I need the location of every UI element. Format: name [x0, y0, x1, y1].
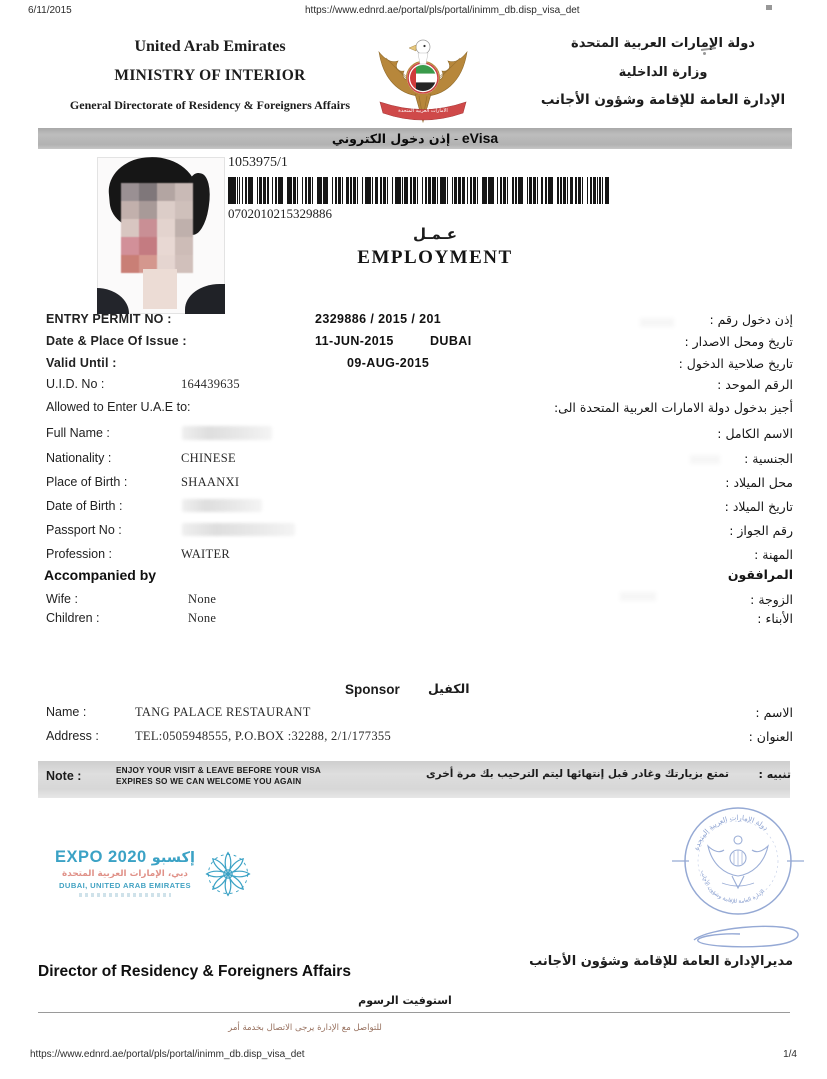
field-label-ar: رقم الجواز : [729, 523, 793, 538]
country-name-ar: دولة الإمارات العربية المتحدة [571, 36, 755, 51]
scan-ghost [640, 318, 674, 327]
expo-subtitle-en: DUBAI, UNITED ARAB EMIRATES [59, 881, 191, 890]
expo-faint-line [79, 893, 171, 897]
field-value: None [188, 592, 217, 606]
field-label-ar: العنوان : [748, 729, 793, 744]
expo-2020-logo [52, 848, 198, 897]
barcode-number: 0702010215329886 [228, 206, 332, 221]
print-footer-url: https://www.ednrd.ae/portal/pls/portal/inimm_db.disp_visa_det [30, 1049, 305, 1060]
field-value: 09-AUG-2015 [347, 356, 430, 370]
field-row-uid [0, 377, 827, 397]
photo-pixelated-face [121, 183, 193, 273]
field-label-en: Date of Birth : [46, 499, 123, 513]
letterhead-arabic [533, 36, 793, 108]
expo-rosette-icon [200, 846, 256, 902]
expo-subtitle-ar: دبي، الإمارات العربية المتحدة [62, 869, 188, 879]
note-text-ar: تمتع بزيارتك وغادر قبل إنتهائها ليتم الترحيب بك مرة أخرى [426, 768, 729, 780]
field-label-ar: الاسم الكامل : [717, 426, 793, 441]
stamp-falcon [708, 836, 768, 888]
ministry-name-ar: وزارة الداخلية [618, 65, 708, 80]
field-label-ar: أجيز بدخول دولة الامارات العربية المتحدة الى: [553, 400, 793, 415]
barcode [228, 177, 609, 204]
field-value: 2329886 / 2015 / 201 [315, 312, 442, 326]
uae-falcon-emblem-icon [368, 34, 478, 129]
applicant-photo [97, 157, 225, 314]
field-label-en: Date & Place Of Issue : [46, 334, 187, 348]
sponsor-title-ar: الكفيل [428, 681, 470, 696]
field-row-valid-until [0, 356, 827, 376]
field-label-ar: الزوجة : [750, 592, 793, 607]
note-text-en-line1: ENJOY YOUR VISIT & LEAVE BEFORE YOUR VISA [116, 766, 322, 775]
print-url: https://www.ednrd.ae/portal/pls/portal/inimm_db.disp_visa_det [305, 5, 580, 16]
accompanied-title-ar: المرافقون [727, 567, 793, 582]
field-value: TEL:0505948555, P.O.BOX :32288, 2/1/177355 [135, 729, 392, 743]
directorate-name-en: General Directorate of Residency & Foreigners Affairs [69, 98, 351, 112]
evisa-banner-separator: - [453, 131, 459, 146]
print-footer-page: 1/4 [783, 1049, 797, 1060]
evisa-banner [38, 128, 792, 149]
field-row-birth-date [0, 499, 827, 519]
footer-divider [38, 1012, 790, 1013]
field-label-ar: المهنة : [754, 547, 793, 562]
field-row-birth-place [0, 475, 827, 495]
field-label-en: Address : [46, 729, 99, 743]
field-label-ar: محل الميلاد : [725, 475, 793, 490]
print-date: 6/11/2015 [28, 5, 72, 16]
evisa-banner-arabic: إذن دخول الكتروني [331, 131, 451, 146]
field-label-en: Wife : [46, 592, 78, 606]
field-label-en: Valid Until : [46, 356, 117, 370]
official-stamp [652, 788, 827, 938]
field-label-ar: تاريخ صلاحية الدخول : [678, 356, 793, 371]
field-label-en: Allowed to Enter U.A.E to: [46, 400, 191, 414]
field-row-issue [0, 334, 827, 354]
stamp-arc-text-top: دولة الإمارات العربية المتحدة [692, 813, 770, 852]
photo-neck [143, 269, 177, 309]
field-label-ar: الجنسية : [744, 451, 793, 466]
directorate-name-ar: الإدارة العامة للإقامة وشؤون الأجانب [540, 92, 786, 108]
note-label-en: Note : [46, 769, 82, 783]
field-label-en: Place of Birth : [46, 475, 128, 489]
field-value: 164439635 [181, 377, 240, 391]
expo-title-en: EXPO 2020 [55, 848, 147, 866]
field-label-ar: الرقم الموحد : [717, 377, 793, 392]
field-value: None [188, 611, 217, 625]
signature-scribble [688, 920, 806, 956]
director-title-en: Director of Residency & Foreigners Affairs [38, 963, 351, 980]
redacted-value [182, 523, 295, 536]
field-value-date: 11-JUN-2015 [315, 334, 394, 348]
scan-ghost [690, 455, 720, 464]
emblem-scroll-text: الامارات العربية المتحدة [398, 108, 448, 114]
country-name-en: United Arab Emirates [134, 38, 286, 55]
visa-type-arabic: عـمـل [413, 225, 457, 243]
uae-flag [410, 65, 436, 91]
field-value: CHINESE [181, 451, 236, 465]
field-label-en: Full Name : [46, 426, 110, 440]
letterhead-english [60, 38, 360, 113]
visa-type-english: EMPLOYMENT [357, 247, 513, 268]
field-value: TANG PALACE RESTAURANT [135, 705, 311, 719]
sponsor-title-en: Sponsor [345, 682, 400, 697]
redacted-value [182, 499, 262, 512]
stamp-arc-text-bottom: الإدارة العامة للإقامة وشؤون الأجانب [699, 869, 767, 906]
field-row-sponsor-address [0, 729, 827, 749]
field-label-ar: الأبناء : [757, 611, 793, 626]
field-value: WAITER [181, 547, 231, 561]
file-number: 1053975/1 [228, 155, 288, 170]
ministry-name-en: MINISTRY OF INTERIOR [114, 67, 306, 84]
scan-speck [766, 5, 772, 10]
field-label-en: Profession : [46, 547, 113, 561]
evisa-banner-english: eVisa [461, 130, 499, 146]
field-row-full-name [0, 426, 827, 446]
field-row-children [0, 611, 827, 631]
note-label-ar: تنبيه : [758, 768, 791, 781]
field-row-allowed [0, 400, 827, 420]
field-row-sponsor-name [0, 705, 827, 725]
field-row-profession [0, 547, 827, 567]
photo-shoulder [185, 284, 225, 314]
note-text-en [116, 766, 321, 787]
field-label-en: Nationality : [46, 451, 112, 465]
field-row-entry-permit [0, 312, 827, 332]
accompanied-title-en: Accompanied by [44, 567, 157, 583]
contact-note-ar: للتواصل مع الإدارة يرجى الاتصال بخدمة أمر [228, 1023, 382, 1033]
field-row-wife [0, 592, 827, 612]
scan-ghost [620, 592, 656, 601]
field-value: SHAANXI [181, 475, 240, 489]
note-text-en-line2: EXPIRES SO WE CAN WELCOME YOU AGAIN [116, 776, 302, 786]
field-label-en: ENTRY PERMIT NO : [46, 312, 172, 326]
field-label-en: Passport No : [46, 523, 122, 537]
expo-title-ar: إكسبو [151, 850, 195, 866]
photo-shoulder [97, 288, 129, 314]
field-label-en: Name : [46, 705, 87, 719]
field-label-en: U.I.D. No : [46, 377, 105, 391]
field-value-place: DUBAI [430, 334, 472, 348]
director-title-ar: مديرالإدارة العامة للإقامة وشؤون الأجانب [529, 954, 793, 969]
field-row-passport [0, 523, 827, 543]
field-label-ar: الاسم : [755, 705, 793, 720]
redacted-value [182, 426, 272, 440]
field-label-ar: إذن دخول رقم : [709, 312, 793, 327]
field-label-ar: تاريخ الميلاد : [724, 499, 793, 514]
field-label-en: Children : [46, 611, 100, 625]
field-label-ar: تاريخ ومحل الاصدار : [684, 334, 793, 349]
fees-collected-ar: استوفيت الرسوم [358, 994, 452, 1007]
